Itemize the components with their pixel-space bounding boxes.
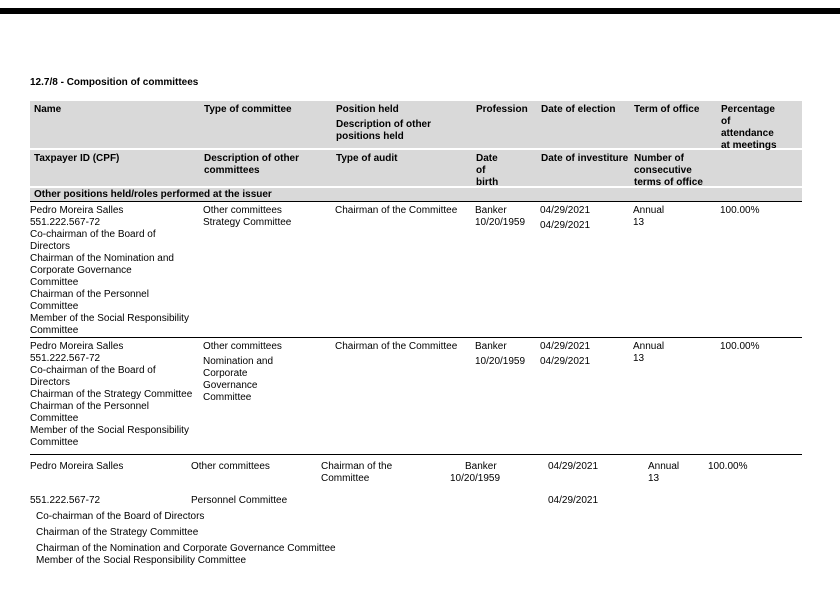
director-cpf: 551.222.567-72 [30, 217, 101, 228]
table-row-entry-2 [30, 337, 802, 454]
cell-position-held [332, 205, 472, 337]
director-name: Pedro Moreira Salles [30, 205, 124, 216]
col-header-position-held-label: Position held [336, 104, 399, 115]
cell-position-held [332, 341, 472, 454]
table-row-entry-1 [30, 202, 802, 337]
cell-empty [645, 495, 705, 507]
table-header-row-2 [30, 150, 802, 186]
table-row-entry-3 [30, 454, 802, 567]
committee-name: Strategy Committee [203, 217, 292, 228]
col-header-description-other-positions: Description of other positions held [336, 119, 432, 142]
other-position-item: Chairman of the Nomination and Corporate Governance Committee [30, 253, 174, 288]
col-header-date-of-investiture: Date of investiture [541, 153, 629, 164]
date-of-election-value: 04/29/2021 [540, 205, 591, 216]
col-header-date-of-election: Date of election [541, 104, 616, 115]
director-name: Pedro Moreira Salles [30, 341, 124, 352]
other-position-item: Member of the Social Responsibility Committee [36, 555, 247, 566]
type-of-committee-value: Other committees [203, 205, 282, 216]
position-held-value: Chairman of the Committee [335, 341, 458, 352]
section-title: 12.7/8 - Composition of committees [30, 77, 199, 88]
col-header-position-held [332, 101, 472, 154]
cell-profession-birth [447, 461, 545, 485]
cell-empty [447, 495, 545, 507]
cell-dates [537, 341, 630, 454]
cell-dates [537, 205, 630, 337]
profession-value: Banker [475, 205, 507, 216]
date-of-birth-value: 10/20/1959 [450, 473, 501, 484]
date-of-birth-value: 10/20/1959 [475, 217, 526, 228]
other-position-item: Co-chairman of the Board of Directors [30, 229, 156, 252]
cell-profession-birth [472, 341, 537, 454]
col-header-date-of-birth [472, 150, 537, 191]
col-header-description-other-committees [200, 150, 332, 191]
other-position-item: Chairman of the Personnel Committee [30, 401, 149, 424]
other-position-item: Member of the Social Responsibility Committee [30, 313, 189, 336]
other-position-item: Chairman of the Nomination and Corporate Governance Committee [36, 543, 336, 554]
committee-name: Nomination and Corporate Governance Committee [203, 356, 274, 403]
entry-3-secondary-row [30, 495, 802, 507]
cell-attendance [717, 341, 802, 454]
cell-attendance [717, 205, 802, 337]
col-header-profession: Profession [476, 104, 528, 115]
other-position-item: Chairman of the Personnel Committee [30, 289, 149, 312]
date-of-election-value: 04/29/2021 [540, 341, 591, 352]
other-position-item: Chairman of the Strategy Committee [36, 527, 199, 538]
col-header-cpf: Taxpayer ID (CPF) [34, 153, 120, 164]
cell-attendance [705, 461, 802, 485]
position-held-value: Chairman of the Committee [335, 205, 458, 216]
type-of-committee-value: Other committees [191, 461, 270, 472]
col-header-type-of-committee: Type of committee [204, 104, 292, 115]
cell-type-of-committee [200, 205, 332, 337]
cell-empty [318, 495, 447, 507]
committees-table [30, 101, 802, 567]
term-of-office-value: Annual [633, 341, 665, 352]
consecutive-terms-value: 13 [648, 473, 660, 484]
date-of-election-value: 04/29/2021 [548, 461, 599, 472]
director-cpf: 551.222.567-72 [30, 495, 101, 506]
profession-value: Banker [465, 461, 497, 472]
cell-empty [705, 495, 802, 507]
term-of-office-value: Annual [648, 461, 680, 472]
cell-name-cpf-positions [30, 341, 200, 454]
other-positions-banner: Other positions held/roles performed at the issuer [30, 188, 802, 202]
consecutive-terms-value: 13 [633, 217, 645, 228]
attendance-value: 100.00% [720, 205, 760, 216]
attendance-value: 100.00% [720, 341, 760, 352]
col-header-name: Name [34, 104, 62, 115]
position-held-value: Chairman of the Committee [321, 461, 393, 484]
attendance-value: 100.00% [708, 461, 748, 472]
type-of-committee-value: Other committees [203, 341, 282, 352]
date-of-investiture-value: 04/29/2021 [540, 356, 591, 367]
director-cpf: 551.222.567-72 [30, 353, 101, 364]
col-header-attendance [717, 101, 802, 154]
other-position-item: Chairman of the Strategy Committee [30, 389, 193, 400]
table-header-row-1 [30, 101, 802, 151]
col-header-description-other-committees-label: Description of other committees [204, 153, 300, 176]
col-header-consecutive-terms [630, 150, 717, 191]
cell-type-of-committee [200, 341, 332, 454]
entry-3-main-row [30, 461, 802, 485]
cell-date-of-election [545, 461, 645, 485]
col-header-term-of-office: Term of office [634, 104, 700, 115]
col-header-consecutive-terms-label: Number of consecutive terms of office [634, 153, 703, 188]
date-of-birth-value: 10/20/1959 [475, 356, 526, 367]
date-of-investiture-value: 04/29/2021 [548, 495, 599, 506]
cell-profession-birth [472, 205, 537, 337]
director-name: Pedro Moreira Salles [30, 461, 124, 472]
other-position-item: Member of the Social Responsibility Committee [30, 425, 189, 448]
profession-value: Banker [475, 341, 507, 352]
term-of-office-value: Annual [633, 205, 665, 216]
cell-name-cpf-positions [30, 205, 200, 337]
other-position-item: Co-chairman of the Board of Directors [36, 511, 205, 522]
col-header-type-of-audit: Type of audit [336, 153, 398, 164]
entry-3-other-positions [30, 511, 802, 567]
cell-term [645, 461, 705, 485]
col-header-attendance-label: Percentage of attendance at meetings [721, 104, 777, 151]
consecutive-terms-value: 13 [633, 353, 645, 364]
date-of-investiture-value: 04/29/2021 [540, 220, 591, 231]
other-position-item: Co-chairman of the Board of Directors [30, 365, 156, 388]
committee-name: Personnel Committee [191, 495, 288, 506]
cell-term [630, 205, 717, 337]
col-header-date-of-birth-label: Date of birth [476, 153, 499, 188]
cell-term [630, 341, 717, 454]
cell-position-held [318, 461, 447, 485]
page-edge-bar [0, 8, 840, 14]
col-header-empty [717, 150, 802, 191]
